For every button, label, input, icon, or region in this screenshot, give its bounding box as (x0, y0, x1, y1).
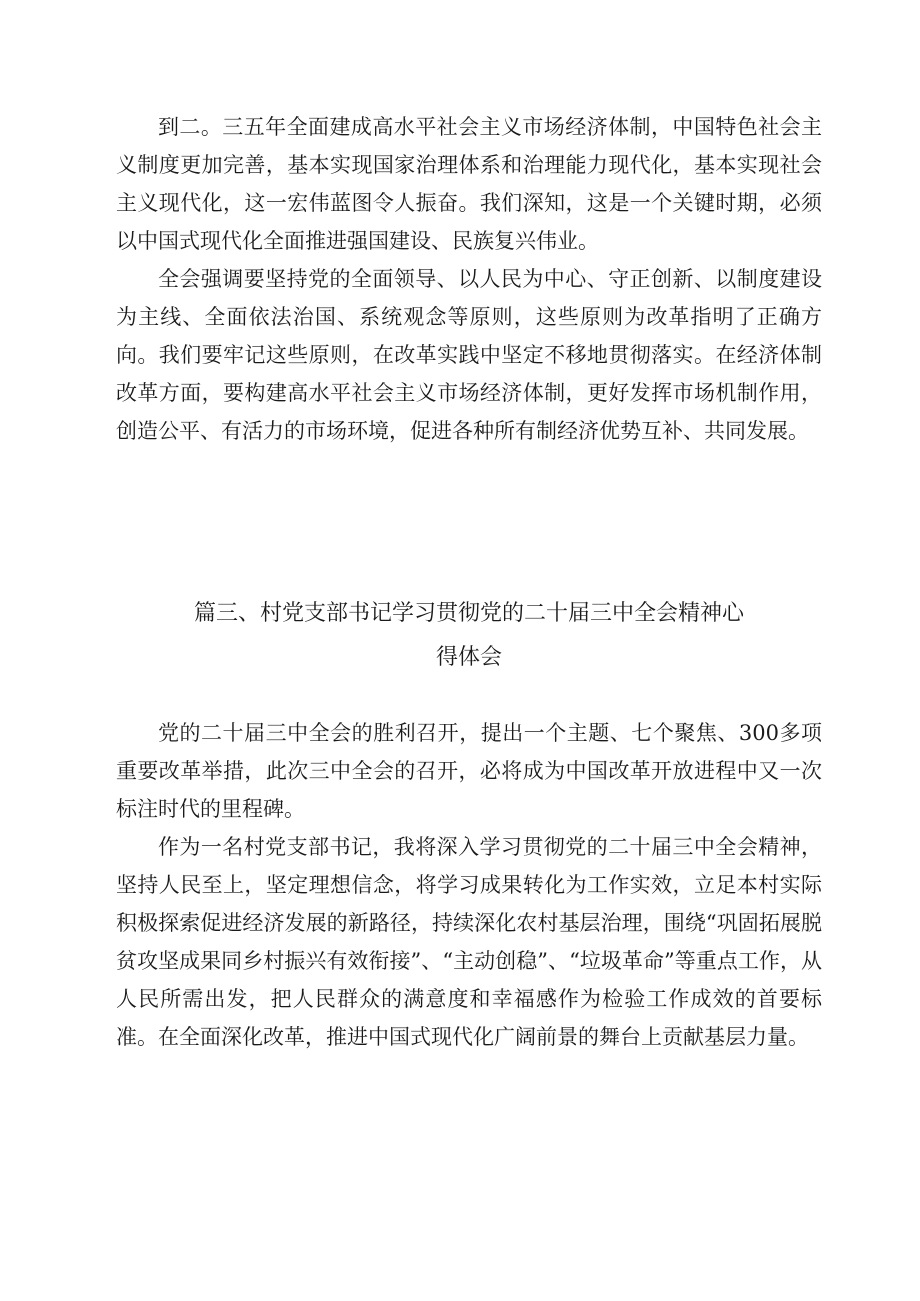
section2-body (116, 714, 822, 1056)
section-title (116, 592, 822, 680)
paragraph: 党的二十届三中全会的胜利召开，提出一个主题、七个聚焦、300多项重要改革举措，此次三中全会的召开，必将成为中国改革开放进程中又一次标注时代的里程碑。 (116, 721, 822, 821)
paragraph: 全会强调要坚持党的全面领导、以人民为中心、守正创新、以制度建设为主线、全面依法治国、系统观念等原则，这些原则为改革指明了正确方向。我们要牢记这些原则，在改革实践中坚定不移地贯彻落实。在经济体制改革方面，要构建高水平社会主义市场经济体制，更好发挥市场机制作用，创造公平、有活力的市场环境，促进各种所有制经济优势互补、共同发展。 (116, 267, 822, 443)
paragraph: 作为一名村党支部书记，我将深入学习贯彻党的二十届三中全会精神，坚持人民至上，坚定理想信念，将学习成果转化为工作实效，立足本村实际积极探索促进经济发展的新路径，持续深化农村基层治理，围绕“巩固拓展脱贫攻坚成果同乡村振兴有效衔接”、“主动创稳”、“垃圾革命”等重点工作，从人民所需出发，把人民群众的满意度和幸福感作为检验工作成效的首要标准。在全面深化改革，推进中国式现代化广阔前景的舞台上贡献基层力量。 (116, 835, 822, 1049)
paragraph: 到二。三五年全面建成高水平社会主义市场经济体制，中国特色社会主义制度更加完善，基本实现国家治理体系和治理能力现代化，基本实现社会主义现代化，这一宏伟蓝图令人振奋。我们深知，这是一个关键时期，必须以中国式现代化全面推进强国建设、民族复兴伟业。 (116, 115, 822, 253)
section1-body (116, 108, 822, 450)
section-title-line1: 篇三、村党支部书记学习贯彻党的二十届三中全会精神心 (193, 601, 744, 626)
section-title-line2: 得体会 (435, 645, 502, 670)
